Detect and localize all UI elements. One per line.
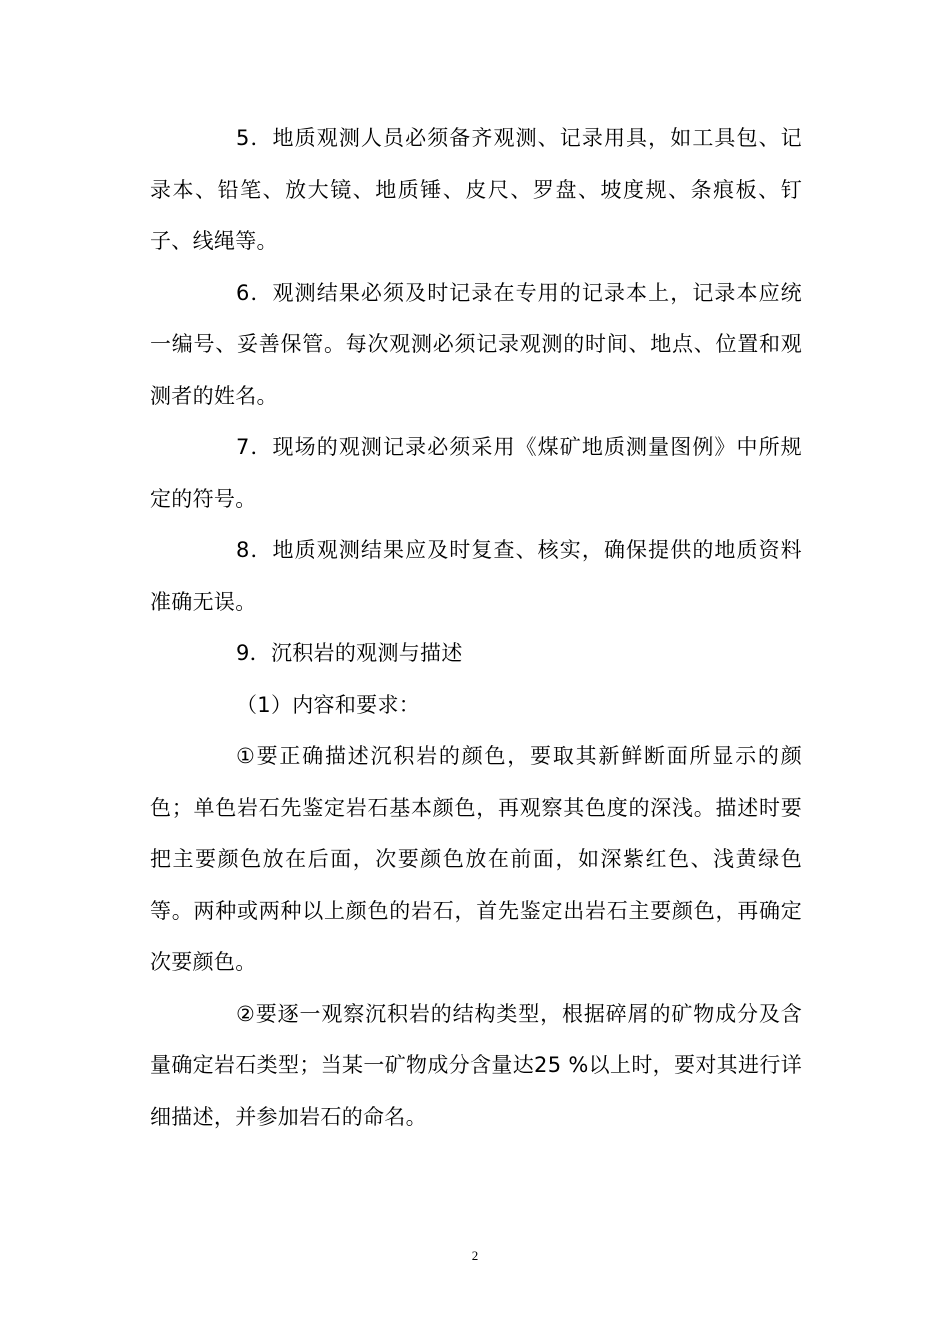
section-heading-9: 9．沉积岩的观测与描述 <box>236 641 463 665</box>
subsection-heading-1: （1）内容和要求： <box>236 692 421 717</box>
paragraph-item-6: 6．观测结果必须及时记录在专用的记录本上，记录本应统一编号、妥善保管。每次观测必须记录观测的时间、地点、位置和观测者的姓名。 <box>150 280 802 408</box>
paragraph-structure-description: ②要逐一观察沉积岩的结构类型，根据碎屑的矿物成分及含量确定岩石类型；当某一矿物成分含量达25 %以上时，要对其进行详细描述，并参加岩石的命名。 <box>150 1001 802 1129</box>
page-number: 2 <box>471 1248 479 1263</box>
body-text <box>150 113 802 1143</box>
paragraph-color-description: ①要正确描述沉积岩的颜色，要取其新鲜断面所显示的颜色；单色岩石先鉴定岩石基本颜色，再观察其色度的深浅。描述时要把主要颜色放在后面，次要颜色放在前面，如深紫红色、浅黄绿色等。两种或两种以上颜色的岩石，首先鉴定出岩石主要颜色，再确定次要颜色。 <box>150 744 802 974</box>
paragraph-item-5: 5．地质观测人员必须备齐观测、记录用具，如工具包、记录本、铅笔、放大镜、地质锤、皮尺、罗盘、坡度规、条痕板、钉子、线绳等。 <box>150 126 802 253</box>
paragraph-item-7: 7．现场的观测记录必须采用《煤矿地质测量图例》中所规定的符号。 <box>150 435 802 511</box>
paragraph-item-8: 8．地质观测结果应及时复查、核实，确保提供的地质资料准确无误。 <box>150 538 802 614</box>
